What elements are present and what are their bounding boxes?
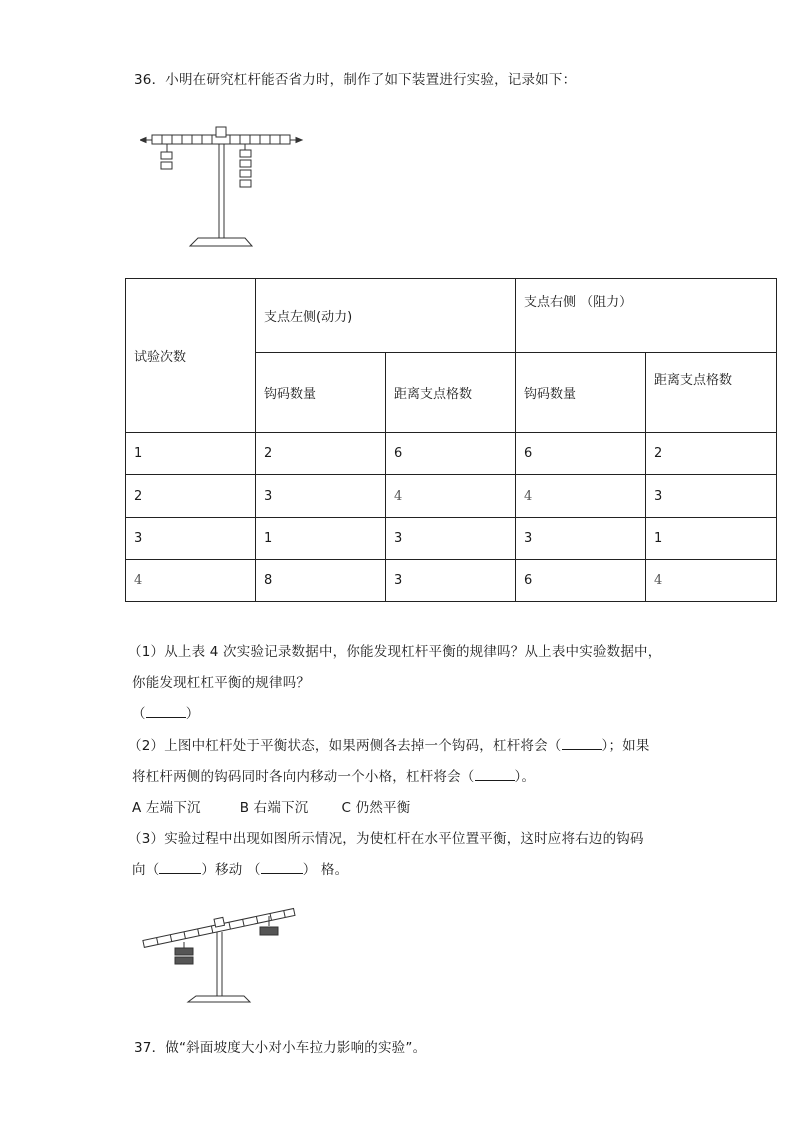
cell: 3 bbox=[386, 518, 516, 560]
header-right: 支点右侧 （阻力） bbox=[516, 279, 777, 353]
cell: 6 bbox=[516, 433, 646, 475]
open-paren: （ bbox=[132, 706, 146, 722]
cell: 2 bbox=[256, 433, 386, 475]
cell: 6 bbox=[386, 433, 516, 475]
cell: 8 bbox=[256, 560, 386, 602]
cell: 1 bbox=[126, 433, 256, 475]
part2-line1 bbox=[128, 734, 650, 754]
cell: 4 bbox=[386, 475, 516, 518]
part2-line2-text: 将杠杆两侧的钩码同时各向内移动一个小格，杠杆将会（ bbox=[132, 769, 475, 785]
answer-blank-3[interactable] bbox=[475, 767, 515, 781]
answer-blank-2[interactable] bbox=[562, 736, 602, 750]
lever-tilted-figure bbox=[138, 898, 304, 1006]
cell: 3 bbox=[386, 560, 516, 602]
answer-blank-4[interactable] bbox=[159, 860, 201, 874]
part1-line2: 你能发现杠杠平衡的规律吗？ bbox=[132, 675, 311, 691]
sub-right-dist: 距离支点格数 bbox=[646, 353, 777, 433]
sub-left-dist: 距离支点格数 bbox=[386, 353, 516, 433]
answer-blank-1[interactable] bbox=[146, 704, 186, 718]
cell: 1 bbox=[646, 518, 777, 560]
experiment-table bbox=[125, 278, 777, 602]
part2-line2-tail: ）。 bbox=[514, 769, 536, 785]
cell: 1 bbox=[256, 518, 386, 560]
table-row bbox=[126, 433, 777, 475]
cell: 3 bbox=[256, 475, 386, 518]
part3-line2 bbox=[132, 858, 348, 878]
part2-options bbox=[132, 796, 410, 816]
table-row bbox=[126, 560, 777, 602]
option-c: C 仍然平衡 bbox=[341, 800, 411, 816]
part2-line1-text: （2）上图中杠杆处于平衡状态，如果两侧各去掉一个钩码，杠杆将会（ bbox=[128, 738, 562, 754]
part1-answer bbox=[132, 702, 199, 722]
close-paren: ） bbox=[185, 706, 200, 722]
cell: 6 bbox=[516, 560, 646, 602]
lever-balanced-figure bbox=[140, 120, 310, 252]
part3-line2-c: ） 格。 bbox=[302, 862, 349, 878]
part2-line2 bbox=[132, 765, 535, 785]
cell: 3 bbox=[126, 518, 256, 560]
cell: 4 bbox=[646, 560, 777, 602]
header-trial: 试验次数 bbox=[126, 279, 256, 433]
header-left: 支点左侧(动力) bbox=[256, 279, 516, 353]
table-row bbox=[126, 475, 777, 518]
table-row bbox=[126, 518, 777, 560]
cell: 4 bbox=[126, 560, 256, 602]
sub-left-count: 钩码数量 bbox=[256, 353, 386, 433]
q37-text: 37．做“斜面坡度大小对小车拉力影响的实验”。 bbox=[134, 1040, 427, 1056]
part3-line1: （3）实验过程中出现如图所示情况，为使杠杆在水平位置平衡，这时应将右边的钩码 bbox=[128, 831, 644, 847]
cell: 2 bbox=[126, 475, 256, 518]
cell: 4 bbox=[516, 475, 646, 518]
option-b: B 右端下沉 bbox=[239, 800, 309, 816]
sub-right-count: 钩码数量 bbox=[516, 353, 646, 433]
q36-intro: 36．小明在研究杠杆能否省力时，制作了如下装置进行实验，记录如下： bbox=[134, 72, 577, 88]
part3-line2-a: 向（ bbox=[132, 862, 160, 878]
answer-blank-5[interactable] bbox=[261, 860, 303, 874]
option-a: A 左端下沉 bbox=[132, 800, 201, 816]
part1-line1: （1）从上表 4 次实验记录数据中，你能发现杠杆平衡的规律吗？从上表中实验数据中， bbox=[128, 644, 662, 660]
cell: 3 bbox=[516, 518, 646, 560]
part3-line2-b: ）移动 （ bbox=[201, 862, 261, 878]
part2-line1-tail: ）；如果 bbox=[601, 738, 650, 754]
cell: 3 bbox=[646, 475, 777, 518]
cell: 2 bbox=[646, 433, 777, 475]
